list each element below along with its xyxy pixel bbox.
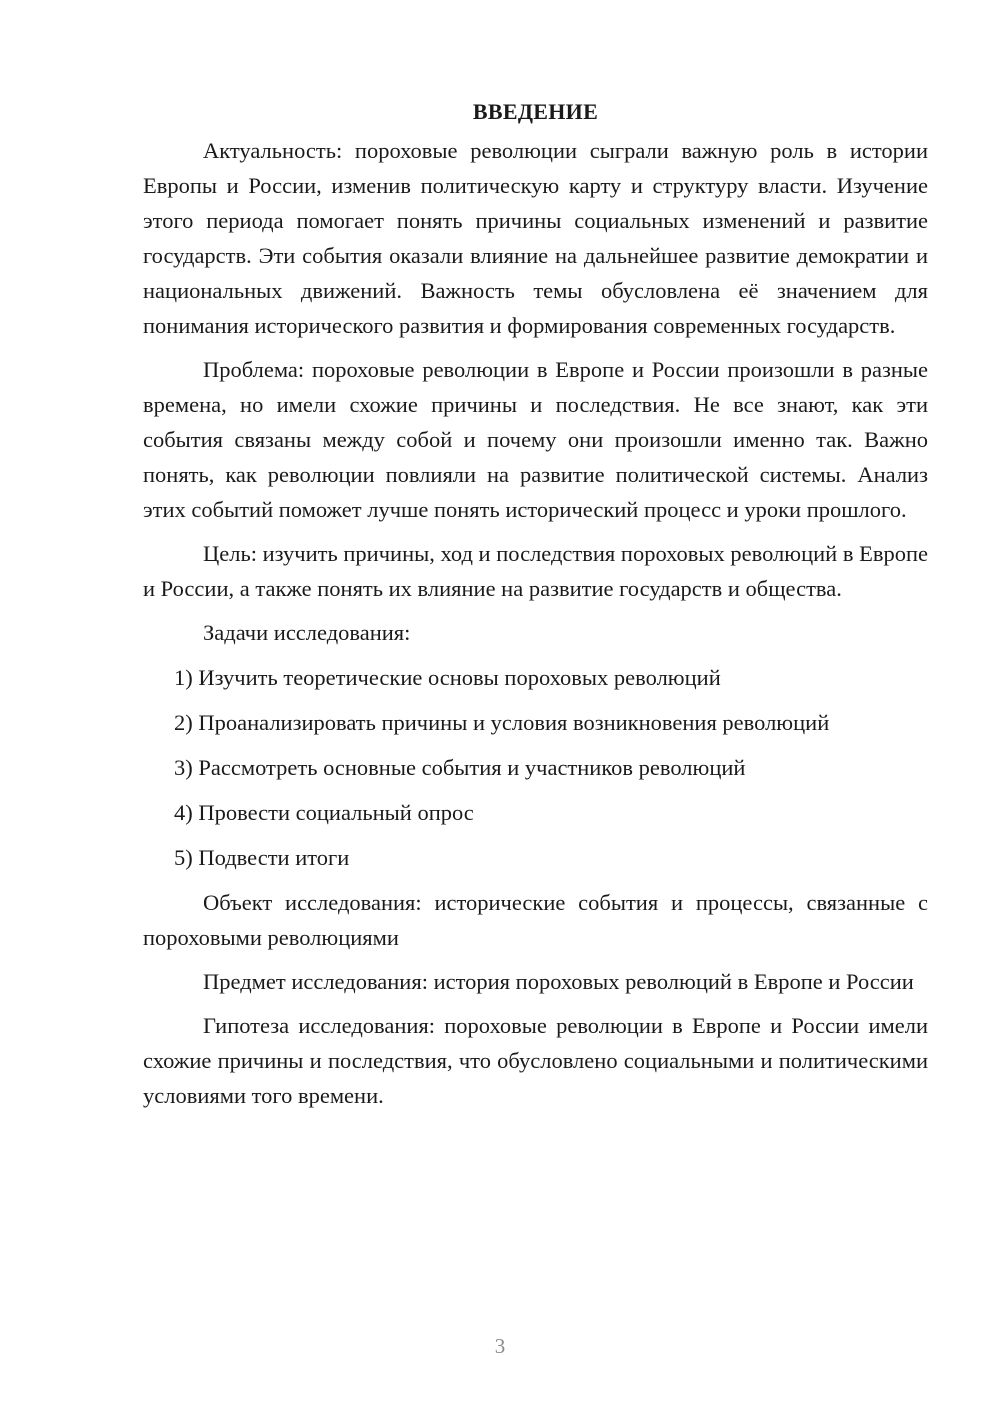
document-page: [143, 96, 928, 1122]
list-item: 5) Подвести итоги: [174, 845, 350, 870]
paragraph-subject: Предмет исследования: история пороховых революций в Европе и России: [203, 969, 914, 994]
list-item: 2) Проанализировать причины и условия возникновения революций: [174, 710, 830, 735]
list-item: 1) Изучить теоретические основы пороховых революций: [174, 665, 721, 690]
tasks-title: Задачи исследования:: [203, 620, 411, 645]
paragraph-object: Объект исследования: исторические события и процессы, связанные с пороховыми революциями: [143, 890, 928, 950]
page-title: ВВЕДЕНИЕ: [472, 99, 599, 124]
paragraph-problem: Проблема: пороховые революции в Европе и России произошли в разные времена, но имели схожие причины и последствия. Не все знают, как эти события связаны между собой и почему они произошли именно так. Важно понять, как революции повлияли на развитие политической системы. Анализ этих событий поможет лучше понять исторический процесс и уроки прошлого.: [143, 357, 928, 522]
page-number: 3: [494, 1334, 506, 1358]
paragraph-hypothesis: Гипотеза исследования: пороховые революции в Европе и России имели схожие причины и последствия, что обусловлено социальными и политическими условиями того времени.: [143, 1013, 928, 1108]
paragraph-relevance: Актуальность: пороховые революции сыграли важную роль в истории Европы и России, изменив политическую карту и структуру власти. Изучение этого периода помогает понять причины социальных изменений и развитие государств. Эти события оказали влияние на дальнейшее развитие демократии и национальных движений. Важность темы обусловлена её значением для понимания исторического развития и формирования современных государств.: [143, 138, 928, 338]
tasks-list: [143, 660, 928, 875]
list-item: 3) Рассмотреть основные события и участников революций: [174, 755, 746, 780]
list-item: 4) Провести социальный опрос: [174, 800, 474, 825]
paragraph-goal: Цель: изучить причины, ход и последствия пороховых революций в Европе и России, а также понять их влияние на развитие государств и общества.: [143, 541, 928, 601]
